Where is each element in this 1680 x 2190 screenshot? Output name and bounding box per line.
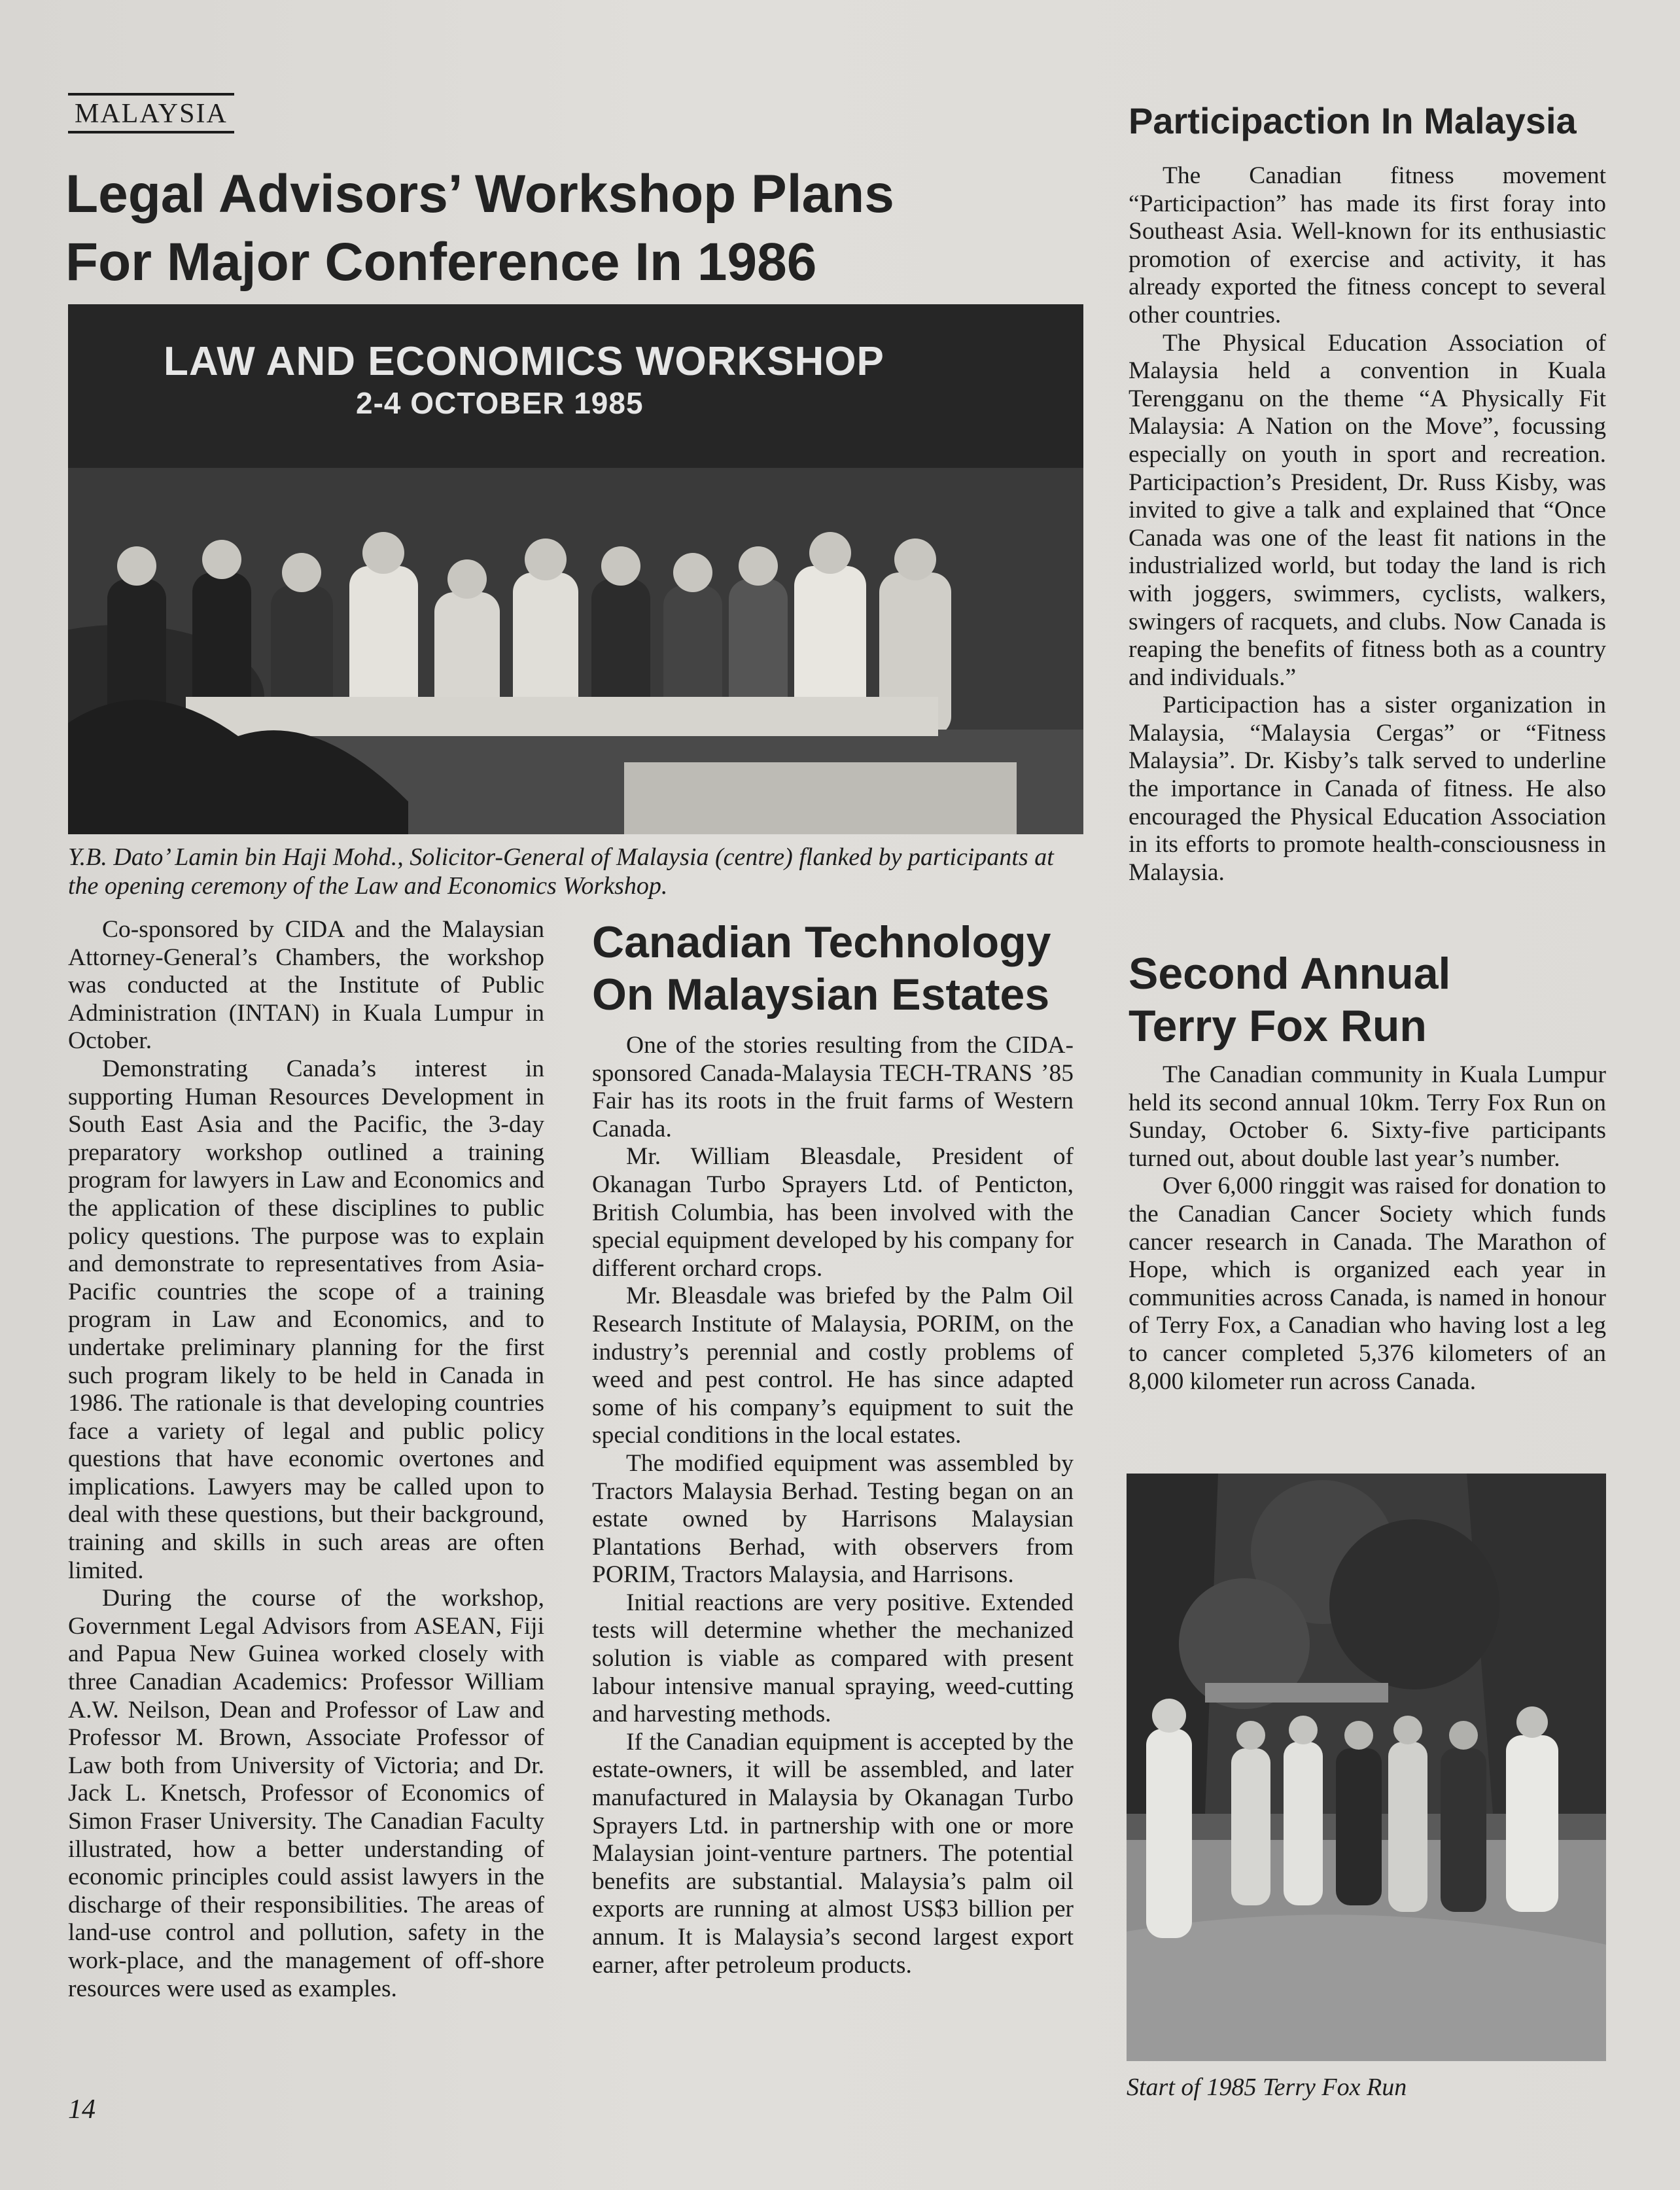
participaction-headline: Participaction In Malaysia <box>1129 100 1577 141</box>
terry-fox-headline <box>1129 947 1639 1052</box>
participaction-article-body <box>1129 162 1606 887</box>
main-headline-line1: Legal Advisors’ Workshop Plans <box>65 164 894 224</box>
terry-fox-run-photo-art <box>1127 1474 1606 2061</box>
terry-fox-paragraph: The Canadian community in Kuala Lumpur held its second annual 10km. Terry Fox Run on Sunday, October 6. Sixty-five participants turned out, about double last year’s number. <box>1129 1061 1606 1172</box>
main-article-paragraph: During the course of the workshop, Government Legal Advisors from ASEAN, Fiji and Papua New Guinea worked closely with three Canadian Academics: Professor William A.W. Neilson, Dean and Professor of Law and Professor M. Brown, Associate Professor of Law both from University of Victoria; and Dr. Jack L. Knetsch, Professor of Economics of Simon Fraser University. The Canadian Faculty illustrated, how a better understanding of economic principles could assist lawyers in the discharge of their responsibilities. The areas of land-use control and pollution, safety in the work-place, and the management of off-shore resources were used as examples. <box>68 1585 544 2002</box>
page-number: 14 <box>68 2094 96 2125</box>
workshop-photo <box>68 304 1083 834</box>
participaction-paragraph: Participaction has a sister organization in Malaysia, “Malaysia Cergas” or “Fitness Malaysia”. Dr. Kisby’s talk served to underline the importance in Canada of fitness. He also encouraged the Physical Education Association in its efforts to promote health-consciousness in Malaysia. <box>1129 692 1606 886</box>
terry-fox-headline-line2: Terry Fox Run <box>1129 1001 1427 1051</box>
technology-paragraph: One of the stories resulting from the CIDA-sponsored Canada-Malaysia TECH-TRANS ’85 Fair has its roots in the fruit farms of Western Canada. <box>592 1032 1074 1142</box>
workshop-photo-caption: Y.B. Dato’ Lamin bin Haji Mohd., Solicitor-General of Malaysia (centre) flanked by participants at the opening ceremony of the Law and Economics Workshop. <box>68 843 1054 900</box>
section-tag: MALAYSIA <box>68 93 234 133</box>
terry-fox-run-caption: Start of 1985 Terry Fox Run <box>1127 2074 1407 2101</box>
terry-fox-run-photo <box>1127 1474 1606 2061</box>
terry-fox-headline-line1: Second Annual <box>1129 949 1451 998</box>
technology-headline <box>592 916 1089 1021</box>
terry-fox-article-body <box>1129 1061 1606 1396</box>
main-headline <box>65 160 1086 296</box>
technology-paragraph: If the Canadian equipment is accepted by the estate-owners, it will be assembled, and later manufactured in Malaysia by Okanagan Turbo Sprayers Ltd. in partnership with one or more Malaysian joint-venture partners. The potential benefits are substantial. Malaysia’s palm oil exports are running at almost US$3 billion per annum. It is Malaysia’s second largest export earner, after petroleum products. <box>592 1728 1074 1979</box>
technology-paragraph: The modified equipment was assembled by Tractors Malaysia Berhad. Testing began on an estate owned by Harrisons Malaysian Plantations Berhad, with observers from PORIM, Tractors Malaysia, and Harrisons. <box>592 1449 1074 1589</box>
technology-paragraph: Mr. Bleasdale was briefed by the Palm Oil Research Institute of Malaysia, PORIM, on the industry’s perennial and costly problems of weed and pest control. He has since adapted some of his company’s equipment to suit the special conditions in the local estates. <box>592 1282 1074 1449</box>
terry-fox-paragraph: Over 6,000 ringgit was raised for donation to the Canadian Cancer Society which funds cancer research in Canada. The Marathon of Hope, which is organized each year in communities across Canada, is named in honour of Terry Fox, a Canadian who having lost a leg to cancer completed 5,376 kilometers of an 8,000 kilometer run across Canada. <box>1129 1173 1606 1395</box>
participaction-paragraph: The Canadian fitness movement “Participaction” has made its first foray into Southeast Asia. Well-known for its enthusiastic promotion of exercise and activity, it has already exported the fitness concept to several other countries. <box>1129 162 1606 328</box>
photo-banner-line1: LAW AND ECONOMICS WORKSHOP <box>164 339 884 384</box>
main-article-paragraph: Demonstrating Canada’s interest in supporting Human Resources Development in South East Asia and the Pacific, the 3-day preparatory workshop outlined a training program for lawyers in Law and Economics and the application of these disciplines to public policy questions. The purpose was to explain and demonstrate to representatives from Asia-Pacific countries the scope of a training program in Law and Economics, and to undertake preliminary planning for the first such program likely to be held in Canada in 1986. The rationale is that developing countries face a variety of legal and public policy questions that have economic overtones and implications. Lawyers may be called upon to deal with these questions, but their background, training and skills in such areas are often limited. <box>68 1055 544 1584</box>
main-headline-line2: For Major Conference In 1986 <box>65 232 817 292</box>
main-article-paragraph: Co-sponsored by CIDA and the Malaysian Attorney-General’s Chambers, the workshop was conducted at the Institute of Public Administration (INTAN) in Kuala Lumpur in October. <box>68 916 544 1055</box>
technology-article-body <box>592 1032 1074 1979</box>
participaction-paragraph: The Physical Education Association of Malaysia held a convention in Kuala Terengganu on the theme “A Physically Fit Malaysia: A Nation on the Move”, focussing especially on youth in sport and recreation. Participaction’s President, Dr. Russ Kisby, was invited to give a talk and explained that “Once Canada was one of the least fit nations in the industrialized world, but today the land is rich with joggers, swimmers, cyclists, walkers, swingers of racquets, and clubs. Now Canada is reaping the benefits of fitness both as a country and individuals.” <box>1129 329 1606 691</box>
technology-headline-line2: On Malaysian Estates <box>592 970 1050 1019</box>
photo-banner-line2: 2-4 OCTOBER 1985 <box>356 386 644 420</box>
technology-paragraph: Initial reactions are very positive. Extended tests will determine whether the mechanized solution is viable as compared with present labour intensive manual spraying, weed-cutting and harvesting methods. <box>592 1589 1074 1728</box>
technology-headline-line1: Canadian Technology <box>592 917 1051 967</box>
main-article-body <box>68 916 544 2003</box>
technology-paragraph: Mr. William Bleasdale, President of Okanagan Turbo Sprayers Ltd. of Penticton, British Columbia, has been involved with the special equipment developed by his company for different orchard crops. <box>592 1143 1074 1282</box>
